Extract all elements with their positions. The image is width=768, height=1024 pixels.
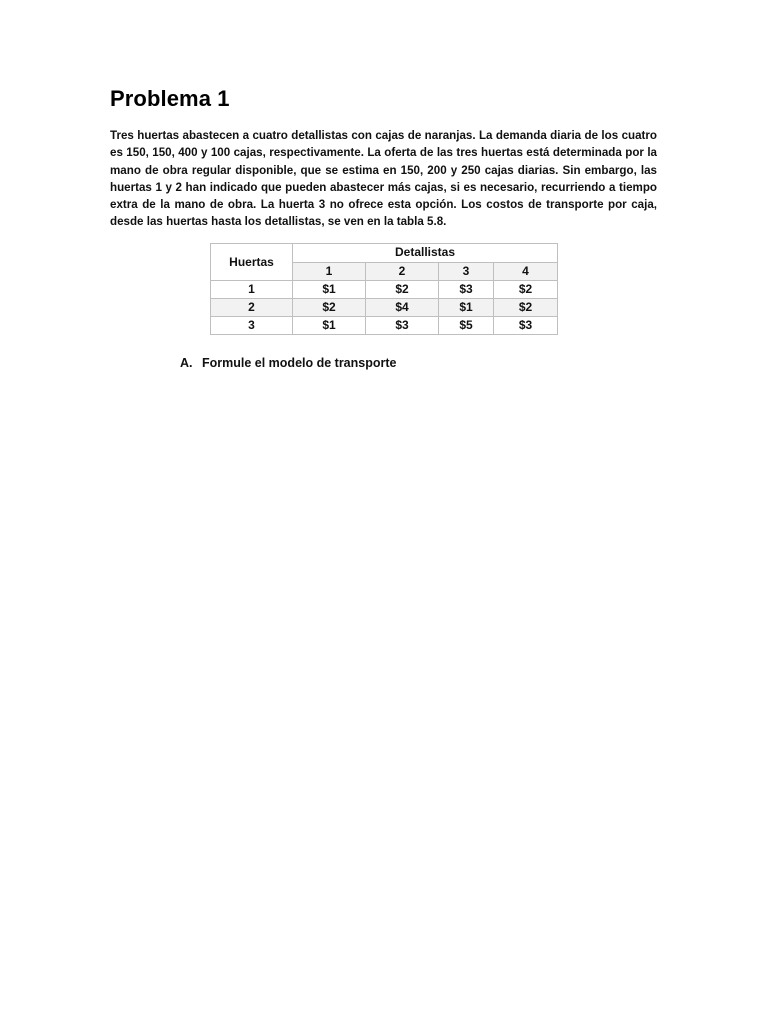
column-header: 3 (439, 262, 494, 281)
row-label: 3 (211, 317, 293, 335)
table-cell: $5 (439, 317, 494, 335)
table-cell: $3 (439, 281, 494, 299)
question-text: Formule el modelo de transporte (202, 356, 397, 370)
table-cell: $3 (494, 317, 558, 335)
table-cell: $2 (494, 299, 558, 317)
row-label: 2 (211, 299, 293, 317)
column-header: 1 (293, 262, 366, 281)
page-title: Problema 1 (110, 86, 230, 111)
table-row (211, 317, 558, 335)
table-row (211, 299, 558, 317)
table-row-header: Huertas (211, 244, 293, 281)
table-cell: $2 (366, 281, 439, 299)
table-cell: $1 (293, 281, 366, 299)
row-label: 1 (211, 281, 293, 299)
table-cell: $1 (439, 299, 494, 317)
column-header: 2 (366, 262, 439, 281)
table-cell: $4 (366, 299, 439, 317)
question-item (180, 356, 396, 370)
table-cell: $2 (293, 299, 366, 317)
table-group-header: Detallistas (293, 244, 558, 263)
problem-paragraph: Tres huertas abastecen a cuatro detallistas con cajas de naranjas. La demanda diaria de los cuatro es 150, 150, 400 y 100 cajas, respectivamente. La oferta de las tres huertas está determinada por la mano de obra regular disponible, que se estima en 150, 200 y 250 cajas diarias. Sin embargo, las huertas 1 y 2 han indicado que pueden abastecer más cajas, si es necesario, recurriendo a tiempo extra de la mano de obra. La huerta 3 no ofrece esta opción. Los costos de transporte por caja, desde las huertas hasta los detallistas, se ven en la tabla 5.8. (110, 129, 657, 229)
list-marker: A. (180, 356, 193, 370)
cost-table (210, 243, 558, 335)
column-header: 4 (494, 262, 558, 281)
table-cell: $1 (293, 317, 366, 335)
table-cell: $2 (494, 281, 558, 299)
table-row (211, 281, 558, 299)
table-cell: $3 (366, 317, 439, 335)
